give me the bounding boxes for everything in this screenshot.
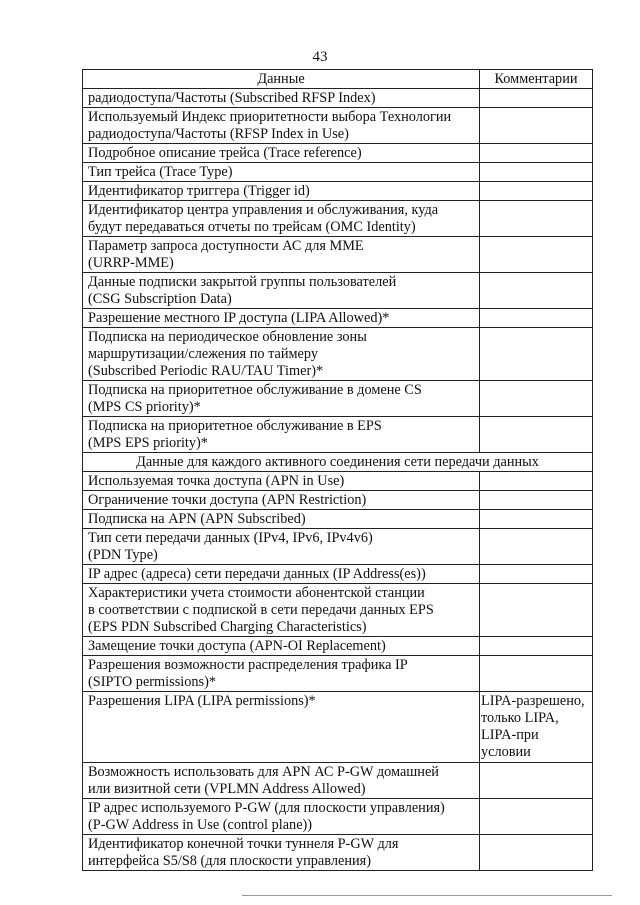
comment-cell	[480, 108, 593, 144]
data-cell-line: Замещение точки доступа (APN-OI Replacement)	[88, 638, 386, 654]
data-cell	[83, 799, 480, 835]
comment-cell	[480, 273, 593, 309]
bottom-rule	[242, 895, 612, 896]
data-cell	[83, 89, 480, 108]
table-body	[83, 89, 593, 871]
column-header-data: Данные	[83, 70, 480, 89]
comment-cell	[480, 799, 593, 835]
comment-cell	[480, 656, 593, 692]
comment-cell	[480, 491, 593, 510]
table-row	[83, 510, 593, 529]
data-cell	[83, 309, 480, 328]
data-cell-line: (MPS CS priority)*	[88, 399, 201, 415]
comment-cell	[480, 763, 593, 799]
table-row	[83, 529, 593, 565]
comment-cell	[480, 163, 593, 182]
data-cell	[83, 328, 480, 381]
data-cell	[83, 201, 480, 237]
page-number: 43	[312, 49, 328, 65]
data-cell	[83, 692, 480, 763]
table-row	[83, 692, 593, 763]
data-cell-line: Параметр запроса доступности АС для MME	[88, 238, 364, 254]
data-cell-line: Подписка на APN (APN Subscribed)	[88, 511, 306, 527]
table-row	[83, 799, 593, 835]
data-cell	[83, 417, 480, 453]
table-row	[83, 89, 593, 108]
data-cell-line: в соответствии с подпиской в сети передачи данных EPS	[88, 602, 434, 618]
data-cell-line: (CSG Subscription Data)	[88, 291, 232, 307]
table-row	[83, 491, 593, 510]
data-cell-line: Идентификатор центра управления и обслуживания, куда	[88, 202, 439, 218]
table-header-row	[83, 70, 593, 89]
comment-cell	[480, 584, 593, 637]
table-row	[83, 108, 593, 144]
comment-cell	[480, 89, 593, 108]
table-row	[83, 201, 593, 237]
data-cell-line: радиодоступа/Частоты (Subscribed RFSP Index)	[88, 90, 376, 106]
data-cell	[83, 381, 480, 417]
table-row	[83, 144, 593, 163]
comment-cell	[480, 417, 593, 453]
data-cell	[83, 529, 480, 565]
table-row	[83, 273, 593, 309]
comment-cell-line: LIPA-разрешено,	[481, 693, 585, 709]
data-cell	[83, 182, 480, 201]
table-section-row	[83, 453, 593, 472]
data-cell-line: Разрешение местного IP доступа (LIPA Allowed)*	[88, 310, 390, 326]
data-cell-line: (P-GW Address in Use (control plane))	[88, 817, 313, 833]
table-row	[83, 182, 593, 201]
data-cell	[83, 656, 480, 692]
data-cell	[83, 510, 480, 529]
data-cell-line: Подписка на приоритетное обслуживание в EPS	[88, 418, 382, 434]
data-cell	[83, 584, 480, 637]
data-cell-line: Подписка на приоритетное обслуживание в домене CS	[88, 382, 422, 398]
table-row	[83, 163, 593, 182]
data-cell-line: Идентификатор триггера (Trigger id)	[88, 183, 310, 199]
comment-cell-line: условии	[481, 744, 531, 760]
data-cell-line: Используемый Индекс приоритетности выбора Технологии	[88, 109, 452, 125]
table-row	[83, 584, 593, 637]
data-cell-line: интерфейса S5/S8 (для плоскости управления)	[88, 853, 371, 869]
data-cell	[83, 237, 480, 273]
comment-cell	[480, 835, 593, 871]
data-cell-line: Разрешения возможности распределения трафика IP	[88, 657, 408, 673]
comment-cell	[480, 529, 593, 565]
data-cell-line: (PDN Type)	[88, 547, 158, 563]
comment-cell	[480, 381, 593, 417]
comment-cell	[480, 328, 593, 381]
comment-cell	[480, 237, 593, 273]
data-cell	[83, 144, 480, 163]
data-cell-line: (URRP-MME)	[88, 255, 174, 271]
data-cell-line: IP адрес используемого P-GW (для плоскости управления)	[88, 800, 445, 816]
data-cell-line: (SIPTO permissions)*	[88, 674, 217, 690]
table-row	[83, 381, 593, 417]
data-cell	[83, 637, 480, 656]
comment-cell	[480, 309, 593, 328]
table-row	[83, 656, 593, 692]
table-row	[83, 328, 593, 381]
data-cell-line: (Subscribed Periodic RAU/TAU Timer)*	[88, 363, 324, 379]
data-cell-line: Идентификатор конечной точки туннеля P-GW для	[88, 836, 399, 852]
comment-cell	[480, 565, 593, 584]
data-cell	[83, 472, 480, 491]
table-row	[83, 309, 593, 328]
table-row	[83, 763, 593, 799]
table-row	[83, 637, 593, 656]
comment-cell	[480, 182, 593, 201]
data-cell-line: Подробное описание трейса (Trace reference)	[88, 145, 362, 161]
data-cell-line: IP адрес (адреса) сети передачи данных (IP Address(es))	[88, 566, 426, 582]
data-cell	[83, 491, 480, 510]
data-cell-line: (EPS PDN Subscribed Charging Characteristics)	[88, 619, 367, 635]
data-cell-line: (MPS EPS priority)*	[88, 435, 208, 451]
comment-cell	[480, 201, 593, 237]
data-cell-line: или визитной сети (VPLMN Address Allowed)	[88, 781, 366, 797]
comment-cell-line: LIPA-при	[481, 727, 539, 743]
data-cell	[83, 273, 480, 309]
data-cell-line: Подписка на периодическое обновление зоны	[88, 329, 367, 345]
data-cell	[83, 108, 480, 144]
data-cell-line: радиодоступа/Частоты (RFSP Index in Use)	[88, 126, 349, 142]
data-cell	[83, 565, 480, 584]
column-header-comments: Комментарии	[480, 70, 593, 89]
comment-cell	[480, 692, 593, 763]
data-cell-line: Характеристики учета стоимости абонентской станции	[88, 585, 425, 601]
data-cell-line: маршрутизации/слежения по таймеру	[88, 346, 318, 362]
comment-cell-line: только LIPA,	[481, 710, 559, 726]
data-cell-line: будут передаваться отчеты по трейсам (OMC Identity)	[88, 219, 416, 235]
data-cell-line: Данные подписки закрытой группы пользователей	[88, 274, 397, 290]
data-cell-line: Ограничение точки доступа (APN Restriction)	[88, 492, 367, 508]
data-cell	[83, 163, 480, 182]
data-cell	[83, 835, 480, 871]
data-cell	[83, 763, 480, 799]
comment-cell	[480, 510, 593, 529]
section-heading: Данные для каждого активного соединения сети передачи данных	[83, 453, 593, 472]
data-cell-line: Разрешения LIPA (LIPA permissions)*	[88, 693, 316, 709]
table-row	[83, 472, 593, 491]
comment-cell	[480, 472, 593, 491]
table-row	[83, 835, 593, 871]
table-row	[83, 237, 593, 273]
comment-cell	[480, 637, 593, 656]
data-cell-line: Тип трейса (Trace Type)	[88, 164, 233, 180]
data-cell-line: Используемая точка доступа (APN in Use)	[88, 473, 345, 489]
comment-cell	[480, 144, 593, 163]
subscriber-data-table	[82, 69, 593, 871]
data-cell-line: Возможность использовать для APN АС P-GW домашней	[88, 764, 439, 780]
table-row	[83, 417, 593, 453]
table-row	[83, 565, 593, 584]
data-cell-line: Тип сети передачи данных (IPv4, IPv6, IPv4v6)	[88, 530, 373, 546]
